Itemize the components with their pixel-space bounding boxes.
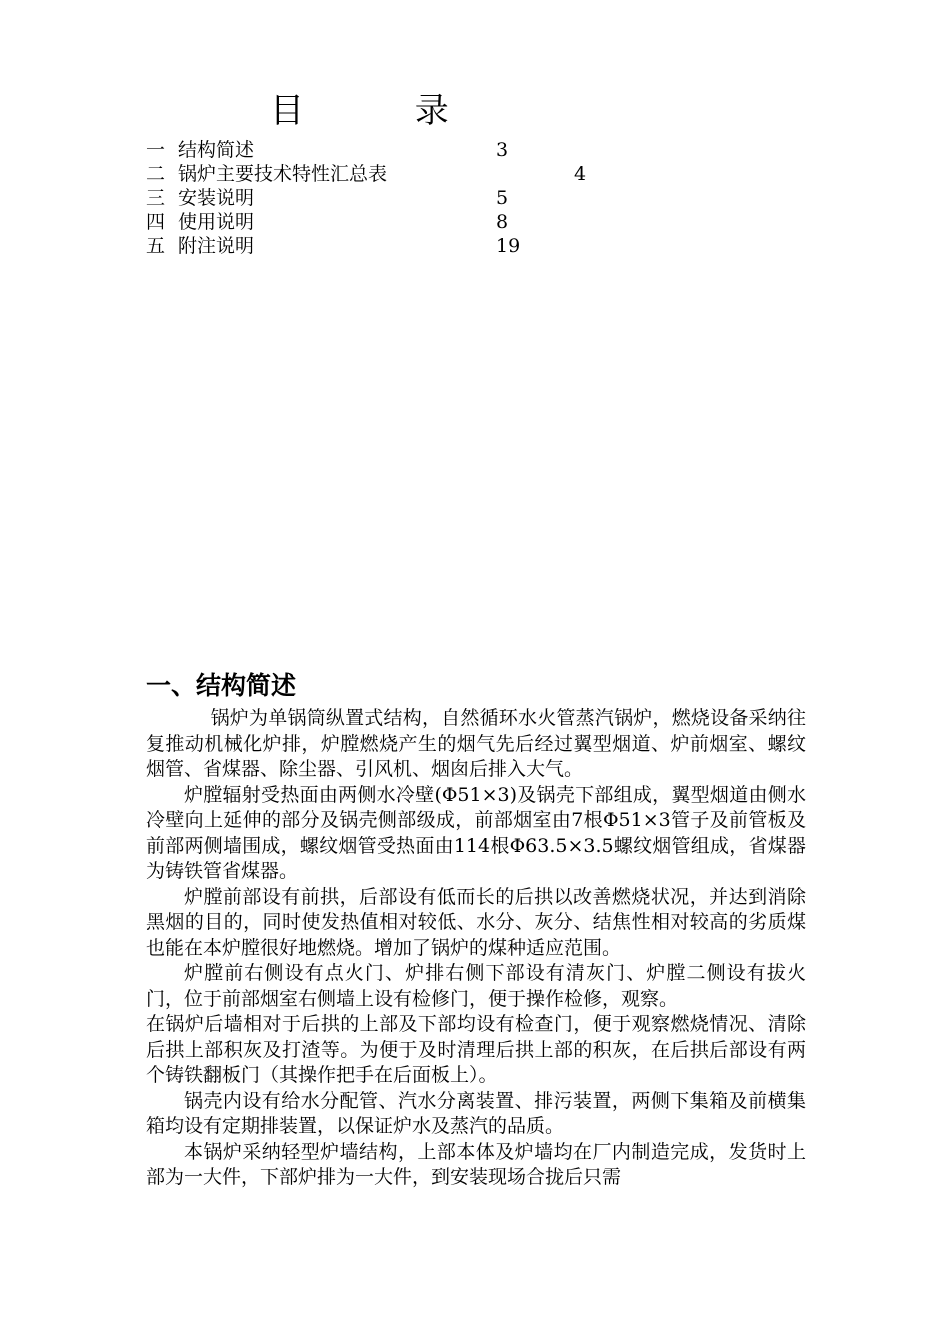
toc-entry-number: 二 — [146, 163, 166, 185]
toc-entry-page: 8 — [496, 211, 509, 233]
toc-entry-number: 三 — [146, 187, 166, 209]
paragraph: 在锅炉后墙相对于后拱的上部及下部均设有检查门，便于观察燃烧情况、清除后拱上部积灰及打渣等。为便于及时清理后拱上部的积灰，在后拱后部设有两个铸铁翻板门（其操作把手在后面板上）。 — [146, 1013, 806, 1086]
toc-entry-page: 3 — [496, 139, 509, 161]
toc-entry-page: 5 — [496, 187, 509, 209]
toc-entry-number: 五 — [146, 235, 166, 257]
toc-entry[interactable] — [146, 234, 521, 258]
section-body — [146, 706, 806, 1191]
paragraph: 锅壳内设有给水分配管、汽水分离装置、排污装置，两侧下集箱及前横集箱均设有定期排装置，以保证炉水及蒸汽的品质。 — [146, 1089, 806, 1137]
toc-entry[interactable] — [146, 210, 509, 234]
paragraph: 本锅炉采纳轻型炉墙结构，上部本体及炉墙均在厂内制造完成，发货时上部为一大件，下部炉排为一大件，到安装现场合拢后只需 — [146, 1140, 806, 1188]
toc-entry-page: 4 — [574, 163, 587, 185]
section-heading: 一、结构简述 — [146, 671, 297, 700]
toc-entry[interactable] — [146, 138, 509, 162]
toc-entry-label: 附注说明 — [178, 235, 255, 257]
toc-title: 目 录 — [270, 91, 499, 131]
toc-entry-label: 使用说明 — [178, 211, 255, 233]
paragraph: 锅炉为单锅筒纵置式结构，自然循环水火管蒸汽锅炉，燃烧设备采纳往复推动机械化炉排，炉膛燃烧产生的烟气先后经过翼型烟道、炉前烟室、螺纹烟管、省煤器、除尘器、引风机、烟囱后排入大气。 — [146, 707, 806, 780]
toc-entry-number: 四 — [146, 211, 166, 233]
toc-entry-label: 安装说明 — [178, 187, 255, 209]
toc-entry-label: 锅炉主要技术特性汇总表 — [178, 163, 388, 185]
toc-entry[interactable] — [146, 186, 509, 210]
paragraph: 炉膛辐射受热面由两侧水冷壁(Φ51×3)及锅壳下部组成，翼型烟道由侧水冷壁向上延伸的部分及锅壳侧部级成，前部烟室由7根Φ51×3管子及前管板及前部两侧墙围成，螺纹烟管受热面由114根Φ63.5×3.5螺纹烟管组成，省煤器为铸铁管省煤器。 — [146, 783, 806, 882]
toc-entry[interactable] — [146, 162, 587, 186]
paragraph: 炉膛前部设有前拱，后部设有低而长的后拱以改善燃烧状况，并达到消除黑烟的目的，同时使发热值相对较低、水分、灰分、结焦性相对较高的劣质煤也能在本炉膛很好地燃烧。增加了锅炉的煤种适应范围。 — [146, 885, 806, 959]
paragraph: 炉膛前右侧设有点火门、炉排右侧下部设有清灰门、炉膛二侧设有拔火门，位于前部烟室右侧墙上设有检修门，便于操作检修，观察。 — [146, 962, 806, 1010]
toc-entry-page: 19 — [496, 235, 521, 257]
toc-entry-label: 结构简述 — [178, 139, 255, 161]
toc-entry-number: 一 — [146, 139, 166, 161]
